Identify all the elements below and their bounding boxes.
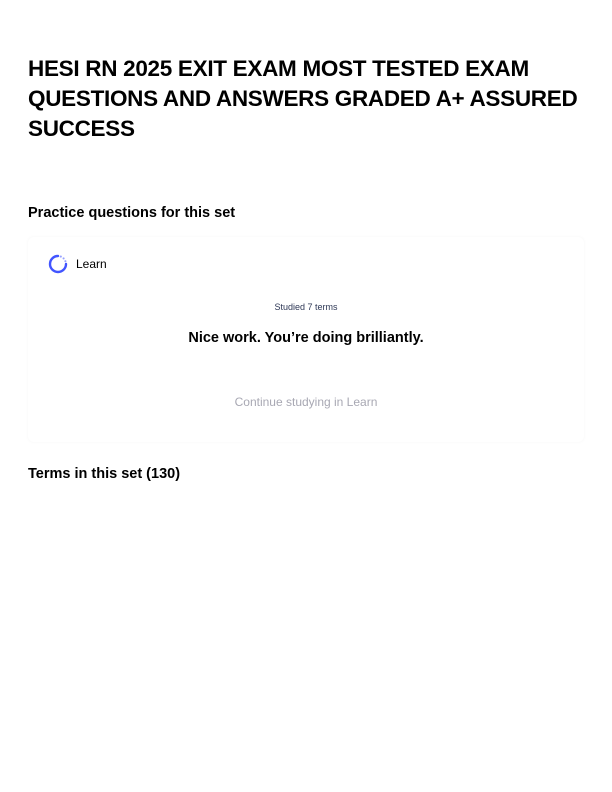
terms-heading: Terms in this set (130): [28, 466, 181, 482]
learn-mode-button[interactable]: [47, 253, 107, 275]
progress-message: Nice work. You’re doing brilliantly.: [188, 330, 424, 346]
studied-count: Studied 7 terms: [274, 302, 338, 312]
learn-card: [28, 237, 584, 442]
practice-questions-heading: Practice questions for this set: [28, 205, 236, 221]
continue-studying-link[interactable]: Continue studying in Learn: [234, 395, 378, 409]
learn-label: Learn: [76, 257, 107, 271]
learn-progress-icon: [47, 253, 69, 275]
set-title: HESI RN 2025 EXIT EXAM MOST TESTED EXAM QUESTIONS AND ANSWERS GRADED A+ ASSURED SUCCESS: [28, 56, 578, 141]
